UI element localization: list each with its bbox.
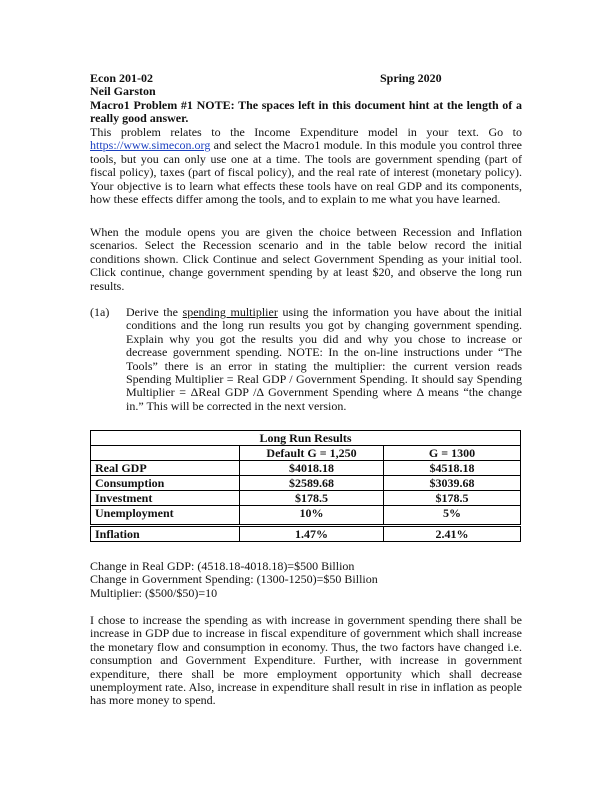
cell: 10% bbox=[240, 506, 384, 526]
table-row bbox=[91, 491, 521, 506]
table-title: Long Run Results bbox=[91, 431, 521, 446]
row-label: Real GDP bbox=[91, 461, 240, 476]
row-label: Inflation bbox=[91, 526, 240, 542]
problem-title: Macro1 Problem #1 NOTE: The spaces left in this document hint at the length of a really good answer. bbox=[90, 97, 522, 126]
calc-line: Change in Government Spending: (1300-1250)=$50 Billion bbox=[90, 572, 378, 587]
question-1a bbox=[90, 306, 522, 413]
question-text-2: using the information you have about the initial conditions and the long run results you got by changing government spending. Explain why you got the results you did and why you chose to increase or decrease government spending. NOTE: In the on-line instructions under “The Tools” there is an error in stating the multiplier: the current version reads Spending Multiplier = Real GDP / Government Spending. It should say Spending Multiplier = ΔReal GDP /Δ Government Spending where Δ means “the change in.” This will be corrected in the next version. bbox=[126, 305, 523, 413]
cell: $178.5 bbox=[240, 491, 384, 506]
table-row bbox=[91, 526, 521, 542]
table-header: Default G = 1,250 bbox=[240, 446, 384, 461]
row-label: Investment bbox=[91, 491, 240, 506]
calc-line: Multiplier: ($500/$50)=10 bbox=[90, 585, 218, 600]
cell: 1.47% bbox=[240, 526, 384, 542]
table-header: G = 1300 bbox=[384, 446, 521, 461]
cell: $2589.68 bbox=[240, 476, 384, 491]
calc-line: Change in Real GDP: (4518.18-4018.18)=$500 Billion bbox=[90, 559, 355, 573]
table-header bbox=[91, 446, 240, 461]
question-number: (1a) bbox=[90, 305, 110, 319]
spending-multiplier-term: spending multiplier bbox=[182, 305, 278, 319]
term-label: Spring 2020 bbox=[380, 71, 442, 85]
long-run-results-table bbox=[90, 430, 521, 542]
cell: 5% bbox=[384, 506, 521, 526]
document-header bbox=[90, 72, 522, 126]
table-row bbox=[91, 506, 521, 526]
cell: $3039.68 bbox=[384, 476, 521, 491]
cell: $178.5 bbox=[384, 491, 521, 506]
intro-paragraph bbox=[90, 126, 522, 206]
cell: $4518.18 bbox=[384, 461, 521, 476]
cell: $4018.18 bbox=[240, 461, 384, 476]
intro-text-2: and select the Macro1 module. In this module you control three tools, but you can only use one at a time. The tools are government spending (part of fiscal policy), taxes (part of fiscal policy), and the real rate of interest (monetary policy). Your objective is to learn what effects these tools have on real GDP and its components, how these effects differ among the tools, and to explain to me what you have learned. bbox=[90, 138, 522, 207]
row-label: Consumption bbox=[91, 476, 240, 491]
question-text: Derive the bbox=[126, 305, 183, 319]
cell: 2.41% bbox=[384, 526, 521, 542]
intro-text: This problem relates to the Income Expenditure model in your text. Go to bbox=[90, 125, 522, 139]
table-row bbox=[91, 476, 521, 491]
instructor-name: Neil Garston bbox=[90, 84, 156, 99]
answer-paragraph: I chose to increase the spending as with increase in government spending there shall be increase in GDP due to increase in fiscal expenditure of government which shall increase the monetary flow and consumption in economy. Thus, the two factors have changed i.e. consumption and Government Expenditure. Further, with increase in government expenditure, there shall be more employment opportunity which shall decrease unemployment rate. Also, increase in expenditure shall result in rise in inflation as people has more money to spend. bbox=[90, 613, 522, 708]
calculations bbox=[90, 560, 522, 600]
table-row bbox=[91, 461, 521, 476]
simecon-link[interactable]: https://www.simecon.org bbox=[90, 138, 211, 153]
course-label: Econ 201-02 bbox=[90, 71, 153, 85]
row-label: Unemployment bbox=[91, 506, 240, 526]
instructions-paragraph: When the module opens you are given the choice between Recession and Inflation scenarios. Select the Recession scenario and in the table below record the initial conditions shown. Click Continue and select Government Spending as your initial tool. Click continue, change government spending by at least $20, and observe the long run results. bbox=[90, 225, 522, 293]
